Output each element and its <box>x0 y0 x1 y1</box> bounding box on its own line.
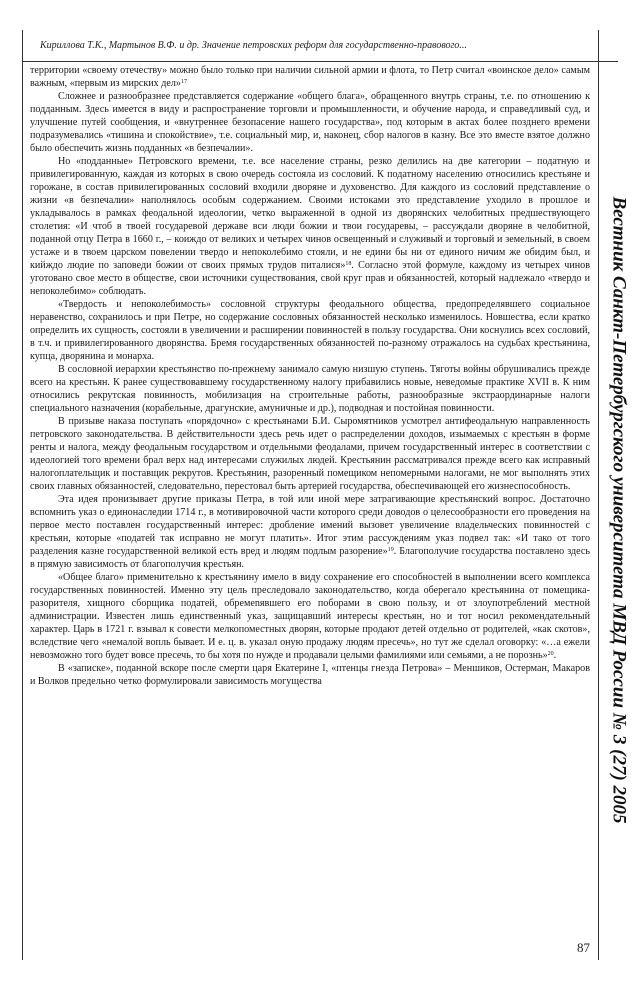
footnote-ref: 18 <box>345 261 352 267</box>
footnote-ref: 20 <box>547 651 554 657</box>
paragraph: «Твердость и непоколебимость» сословной структуры феодального общества, предопределявшего социальное неравенство, сохранилось и при Петре, но содержание сословных обязанностей несколько изменилось. Новшества, если кратко определить их сущность, состояли в увеличении и расширении повинностей в пользу государства. Они коснулись всех сословий, в т.ч. и привилегированного дворянства. Бремя государственных обязанностей по-разному отражалось на судьбах крестьянина, купца, дворянина и монарха. <box>30 299 590 362</box>
left-border-rule <box>22 30 23 960</box>
journal-spine-title: Вестник Санкт-Петербургского университета МВД России № 3 (27) 2005 <box>609 196 631 824</box>
footnote-ref: 19 <box>387 547 394 553</box>
page-number: 87 <box>577 940 590 955</box>
header-rule <box>22 61 618 62</box>
paragraph: В призыве наказа поступать «порядочно» с крестьянами Б.И. Сыромятников усмотрел антифеодальную направленность петровского законодательства. В действительности здесь речь идет о распределении доходов, изымаемых с крестьян в форме ренты и налога, между феодальным государством и отдельными феодалами, причем государственный интерес в соответствии с идеологией того времени брал верх над интересами служилых людей. Крестьянин рассматривался прежде всего как исправный налогоплательщик и поставщик рекрутов. Крестьянин, разоренный помещиком непомерными налогами, не мог выполнять этих своих главных обязанностей, следовательно, перестовал быть артерией государства, обеспечивающей его жизнеспособность. <box>30 416 590 492</box>
paragraph: Эта идея пронизывает другие приказы Петра, в той или иной мере затрагивающие крестьянский вопрос. Достаточно вспомнить указ о единонаследии 1714 г., в мотивировочной части которого среди доводов о целесообразности его проведения на первое место поставлен государственный интерес: дробление имений вызовет увеличение владельческих повинностей с крестьян, которые «податей так исправно не могут платить». Итог этим рассуждениям указ подвел так: «И тако от того разделения казне государственной великой есть вред и людям подлым разорение»$^{19}$. Благополучие государства поставлено здесь в прямую зависимость от благополучия крестьян. <box>30 494 590 570</box>
paragraph: Но «подданные» Петровского времени, т.е. все население страны, резко делились на две категории – податную и привилегированную, каждая из которых в свою очередь состояла из сословий. К податному населению относились крестьяне и горожане, в состав привилегированных сословий входили дворяне и духовенство. Для каждого из сословий представление о жизни «в безпечалии» наполнялось особым содержанием. Своими истоками это представление уходило в прошлое и укладывалось в рамках феодальной идеологии, четко выраженной в одной из дворянских челобитных предшествующего столетия: «И чтоб в твоей государевой державе вси люди божии и твои государевы, – рассуждали дворяне в челобитной, поданной отцу Петра в 1660 г., – коиждо от великих и четырех чинов освещенный и служивый и торговый и земельный, в своем устаже и в твоем царском повелении твердо и непоколебимо стояли, и не едини бы ни от единого ничим же обидим был, и кийждо людие по заповеди божии от своих прямых трудов питалися»$^{18}$. Согласно этой формуле, каждому из четырех чинов уготовано свое место в обществе, свои источники существования, свой круг прав и обязанностей, который надлежало «твердо и непоколебимо» соблюдать. <box>30 156 590 297</box>
running-header: Кириллова Т.К., Мартынов В.Ф. и др. Значение петровских реформ для государственно-правового... <box>40 40 467 51</box>
footnote-ref: 17 <box>180 79 187 85</box>
paragraph: В «записке», поданной вскоре после смерти царя Екатерине I, «птенцы гнезда Петрова» – Меншиков, Остерман, Макаров и Волков предельно четко формулировали зависимость могущества <box>30 663 590 687</box>
paragraph: В сословной иерархии крестьянство по-прежнему занимало самую низшую ступень. Тяготы войны обрушивались прежде всего на крестьян. К ранее существовавшему государственному налогу прибавились новые, неведомые практике XVII в. К ним относились рекрутская повинность, мобилизация на строительные работы, разнообразные экстраординарные налоги специального назначения (корабельные, драгунские, амуничные и др.), подводная и постойная повинности. <box>30 364 590 414</box>
article-body <box>30 64 590 934</box>
right-border-rule <box>598 30 599 960</box>
paragraph: Сложнее и разнообразнее представляется содержание «общего блага», обращенного внутрь страны, т.е. по отношению к подданным. Здесь имеется в виду и распространение торговли и промышленности, и обучение народа, и справедливый суд, и улучшение путей сообщения, и «внутреннее безопасение нашего государства», под которым в актах более позднего времени подразумевались «тишина и спокойствие», т.е. социальный мир, и, наконец, сбор налогов в казну. Все это вместе взятое должно было обеспечить жизнь подданных «в безпечалии». <box>30 91 590 154</box>
paragraph: территории «своему отечеству» можно было только при наличии сильной армии и флота, то Петр считал «воинское дело» самым важным, «первым из мирских дел»$^{17}$ <box>30 65 590 89</box>
paragraph: «Общее благо» применительно к крестьянину имело в виду сохранение его способностей в выполнении всего комплекса государственных повинностей. Именно эту цель преследовало законодательство, когда оберегало крестьянина от помещика-разорителя, хищного сборщика податей, обремenявшего его поборами в свою пользу, и от злоупотреблений местной администрации. Известен лишь единственный указ, защищавший интересы крестьян, но и тот носил рекомендательный характер. Царь в 1721 г. взывал к совести мелкопоместных дворян, которые продают детей отдельно от родителей, «как скотов», вследствие чего «немалой вопль бывает. И е. ц. в. указал оную продажу людям пресечь», но тут же сделал оговорку: «…а ежели невозможно того будет вовсе пресечь, то бы хотя по нужде и продавали целыми фамилиями или семьями, а не порознь»$^{20}$. <box>30 572 590 661</box>
